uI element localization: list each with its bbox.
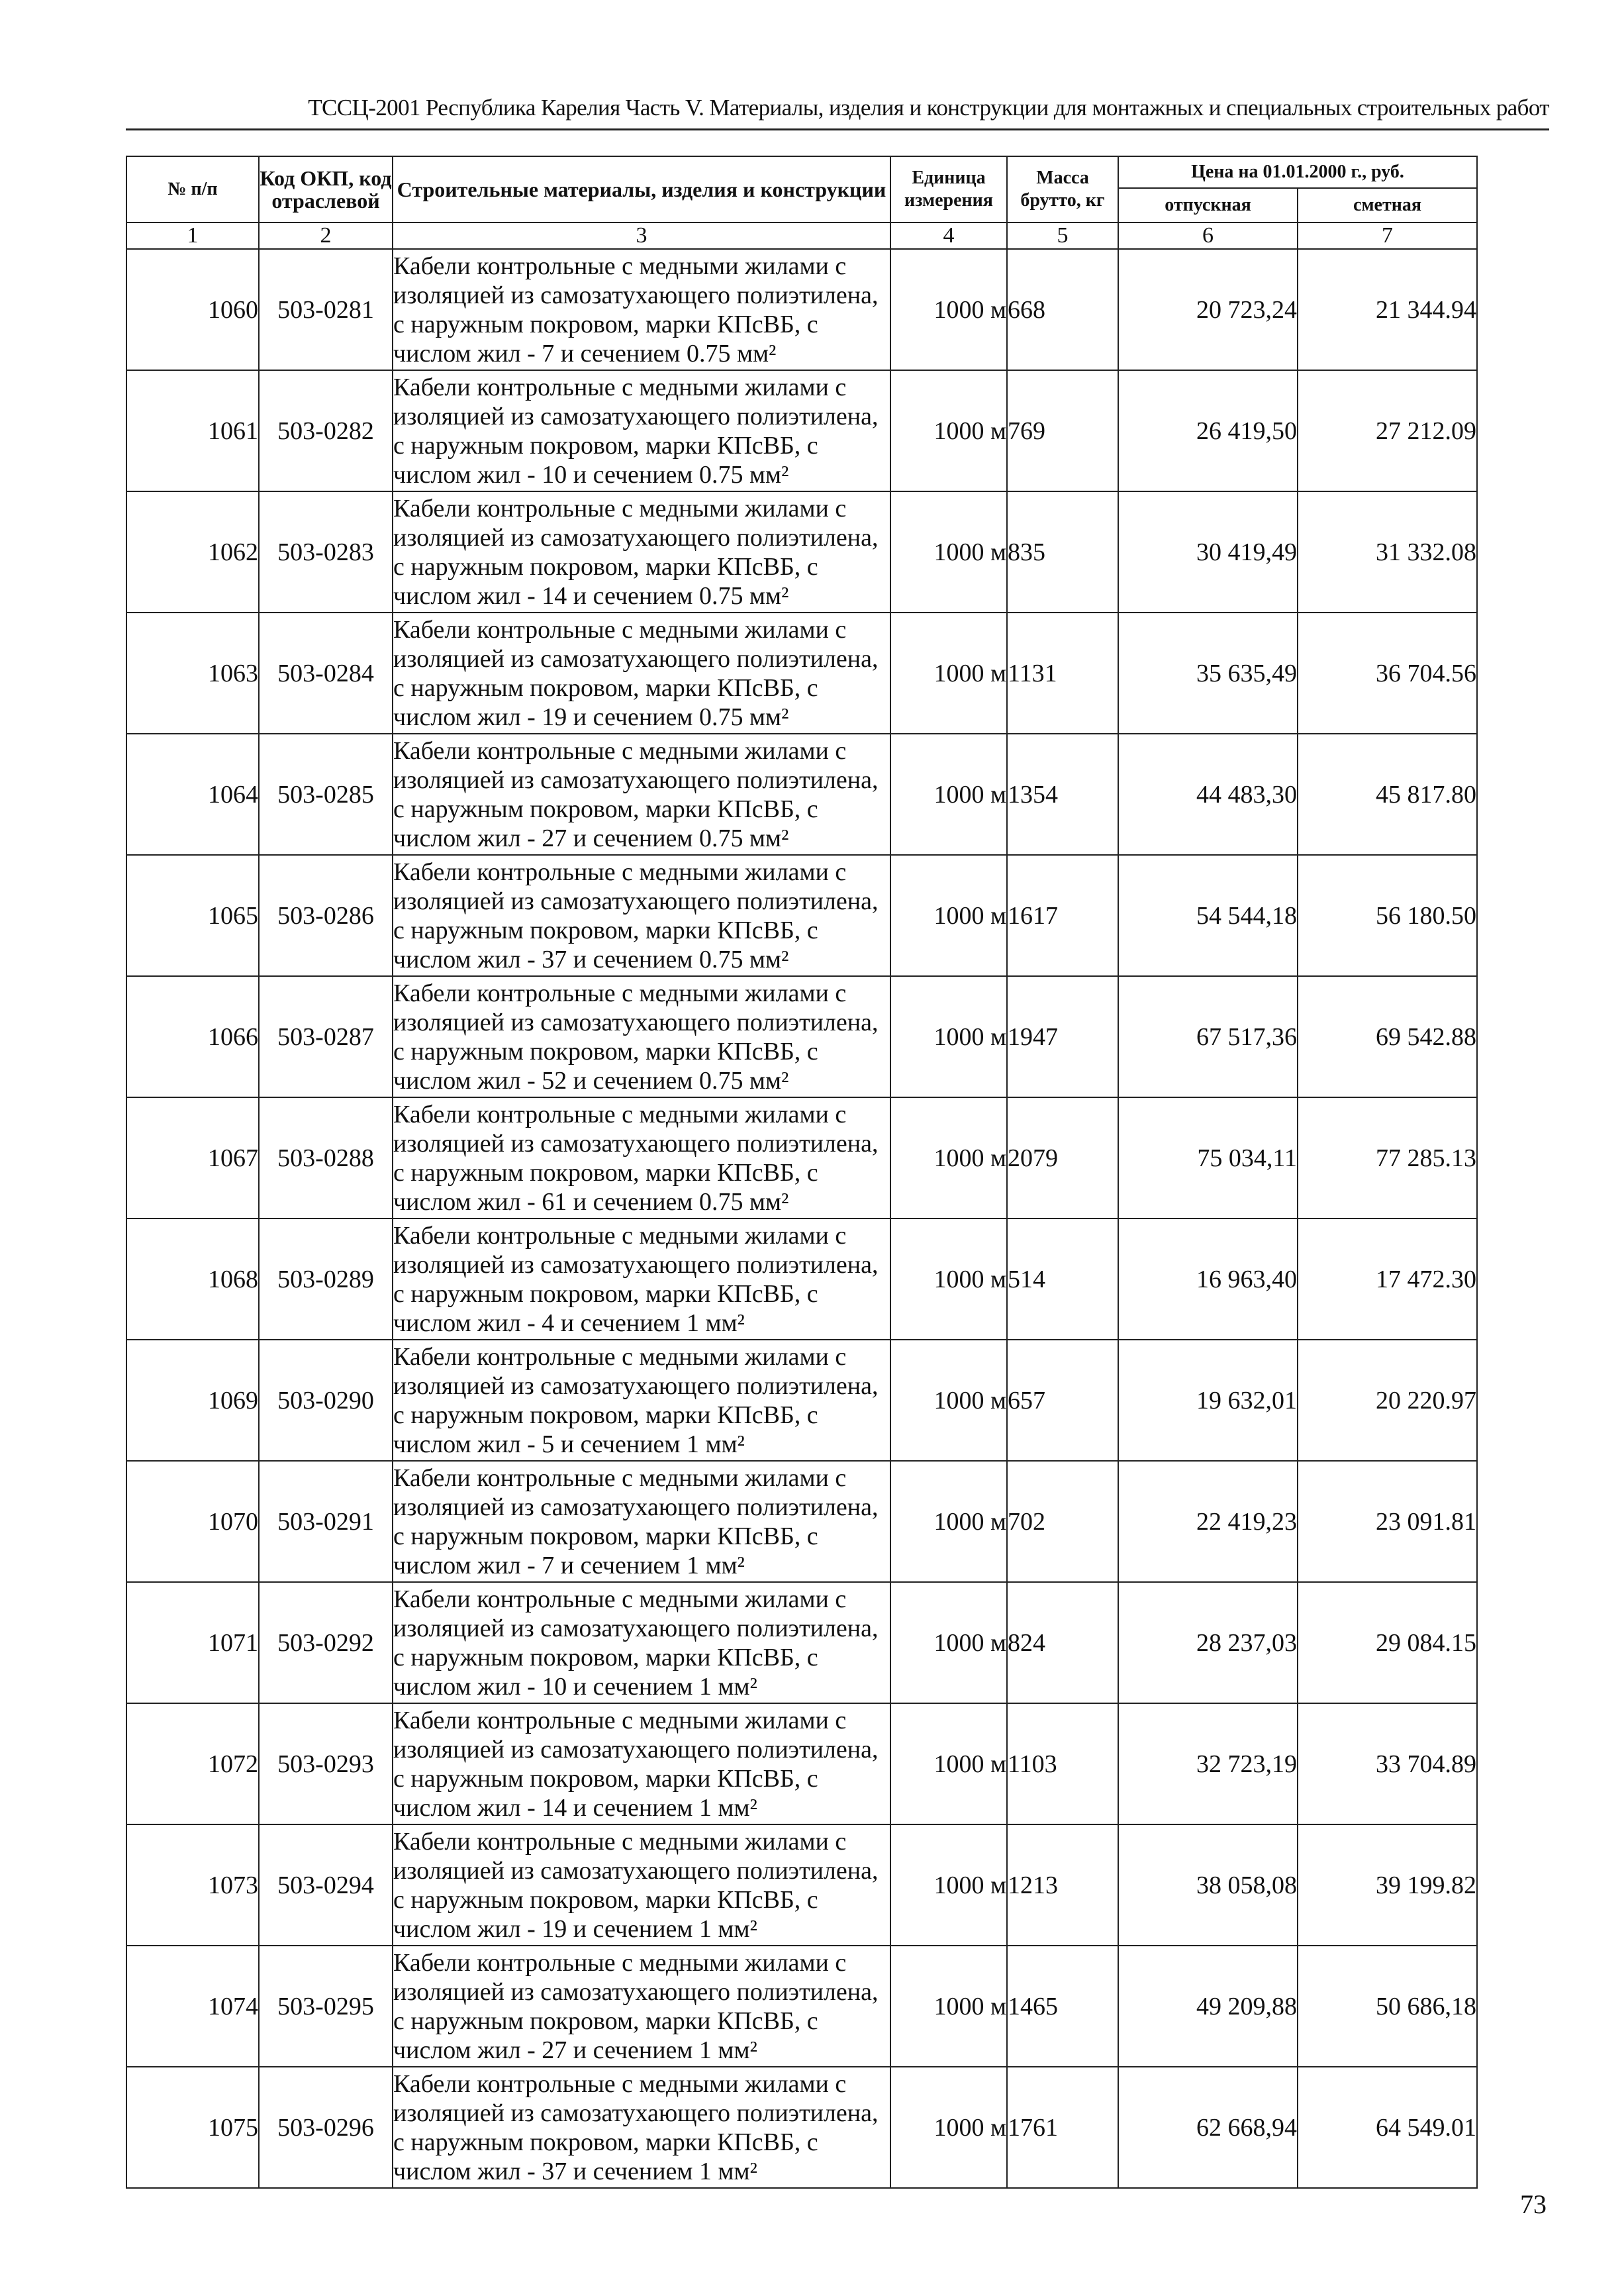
gross-mass: 1617: [1007, 855, 1118, 976]
row-number: 1075: [126, 2067, 259, 2188]
column-number: 1: [126, 223, 259, 249]
table-row: [126, 491, 1477, 613]
unit-of-measure: 1000 м: [890, 1340, 1007, 1461]
unit-of-measure: 1000 м: [890, 734, 1007, 855]
okp-code: 503-0296: [259, 2067, 393, 2188]
gross-mass: 1213: [1007, 1824, 1118, 1946]
price-estimate: 77 285.13: [1298, 1097, 1477, 1218]
price-release: 20 723,24: [1118, 249, 1298, 370]
material-description: Кабели контрольные с медными жилами с изоляцией из самозатухающего полиэтилена, с наружным покровом, марки КПсВБ, с числом жил - 52 и сечением 0.75 мм²: [393, 976, 890, 1097]
price-table: [126, 156, 1478, 2189]
material-description: Кабели контрольные с медными жилами с изоляцией из самозатухающего полиэтилена, с наружным покровом, марки КПсВБ, с числом жил - 7 и сечением 1 мм²: [393, 1461, 890, 1582]
col-header-material: Строительные материалы, изделия и конструкции: [393, 156, 890, 223]
material-description: Кабели контрольные с медными жилами с изоляцией из самозатухающего полиэтилена, с наружным покровом, марки КПсВБ, с числом жил - 7 и сечением 0.75 мм²: [393, 249, 890, 370]
row-number: 1067: [126, 1097, 259, 1218]
material-description: Кабели контрольные с медными жилами с изоляцией из самозатухающего полиэтилена, с наружным покровом, марки КПсВБ, с числом жил - 19 и сечением 1 мм²: [393, 1824, 890, 1946]
table-row: [126, 855, 1477, 976]
gross-mass: 1465: [1007, 1946, 1118, 2067]
material-description: Кабели контрольные с медными жилами с изоляцией из самозатухающего полиэтилена, с наружным покровом, марки КПсВБ, с числом жил - 37 и сечением 1 мм²: [393, 2067, 890, 2188]
okp-code: 503-0289: [259, 1218, 393, 1340]
row-number: 1069: [126, 1340, 259, 1461]
okp-code: 503-0295: [259, 1946, 393, 2067]
okp-code: 503-0290: [259, 1340, 393, 1461]
price-estimate: 33 704.89: [1298, 1703, 1477, 1824]
price-release: 38 058,08: [1118, 1824, 1298, 1946]
gross-mass: 1947: [1007, 976, 1118, 1097]
okp-code: 503-0287: [259, 976, 393, 1097]
col-header-code: Код ОКП, код отраслевой: [259, 156, 393, 223]
okp-code: 503-0281: [259, 249, 393, 370]
material-description: Кабели контрольные с медными жилами с изоляцией из самозатухающего полиэтилена, с наружным покровом, марки КПсВБ, с числом жил - 4 и сечением 1 мм²: [393, 1218, 890, 1340]
price-estimate: 50 686,18: [1298, 1946, 1477, 2067]
row-number: 1060: [126, 249, 259, 370]
table-row: [126, 1703, 1477, 1824]
price-release: 35 635,49: [1118, 613, 1298, 734]
running-header: ТССЦ-2001 Республика Карелия Часть V. Материалы, изделия и конструкции для монтажных и специальных строительных работ: [126, 87, 1549, 130]
price-release: 75 034,11: [1118, 1097, 1298, 1218]
table-body: [126, 249, 1477, 2188]
row-number: 1065: [126, 855, 259, 976]
row-number: 1061: [126, 370, 259, 491]
gross-mass: 1761: [1007, 2067, 1118, 2188]
row-number: 1071: [126, 1582, 259, 1703]
price-estimate: 21 344.94: [1298, 249, 1477, 370]
material-description: Кабели контрольные с медными жилами с изоляцией из самозатухающего полиэтилена, с наружным покровом, марки КПсВБ, с числом жил - 10 и сечением 1 мм²: [393, 1582, 890, 1703]
unit-of-measure: 1000 м: [890, 1461, 1007, 1582]
gross-mass: 668: [1007, 249, 1118, 370]
table-row: [126, 370, 1477, 491]
col-header-unit: Единица измерения: [890, 156, 1007, 223]
price-release: 32 723,19: [1118, 1703, 1298, 1824]
okp-code: 503-0288: [259, 1097, 393, 1218]
table-row: [126, 1097, 1477, 1218]
gross-mass: 2079: [1007, 1097, 1118, 1218]
col-header-price-estimate: сметная: [1298, 188, 1477, 223]
okp-code: 503-0285: [259, 734, 393, 855]
material-description: Кабели контрольные с медными жилами с изоляцией из самозатухающего полиэтилена, с наружным покровом, марки КПсВБ, с числом жил - 61 и сечением 0.75 мм²: [393, 1097, 890, 1218]
col-header-no: № п/п: [126, 156, 259, 223]
col-header-price-release: отпускная: [1118, 188, 1298, 223]
price-release: 28 237,03: [1118, 1582, 1298, 1703]
gross-mass: 657: [1007, 1340, 1118, 1461]
unit-of-measure: 1000 м: [890, 1218, 1007, 1340]
price-estimate: 23 091.81: [1298, 1461, 1477, 1582]
okp-code: 503-0284: [259, 613, 393, 734]
material-description: Кабели контрольные с медными жилами с изоляцией из самозатухающего полиэтилена, с наружным покровом, марки КПсВБ, с числом жил - 14 и сечением 1 мм²: [393, 1703, 890, 1824]
col-header-mass: Масса брутто, кг: [1007, 156, 1118, 223]
material-description: Кабели контрольные с медными жилами с изоляцией из самозатухающего полиэтилена, с наружным покровом, марки КПсВБ, с числом жил - 27 и сечением 0.75 мм²: [393, 734, 890, 855]
okp-code: 503-0293: [259, 1703, 393, 1824]
price-table-container: [126, 156, 1476, 2189]
price-release: 22 419,23: [1118, 1461, 1298, 1582]
price-release: 44 483,30: [1118, 734, 1298, 855]
col-header-price-group: Цена на 01.01.2000 г., руб.: [1118, 156, 1477, 188]
row-number: 1066: [126, 976, 259, 1097]
material-description: Кабели контрольные с медными жилами с изоляцией из самозатухающего полиэтилена, с наружным покровом, марки КПсВБ, с числом жил - 19 и сечением 0.75 мм²: [393, 613, 890, 734]
price-estimate: 17 472.30: [1298, 1218, 1477, 1340]
unit-of-measure: 1000 м: [890, 1703, 1007, 1824]
table-row: [126, 976, 1477, 1097]
unit-of-measure: 1000 м: [890, 855, 1007, 976]
gross-mass: 1131: [1007, 613, 1118, 734]
table-row: [126, 1824, 1477, 1946]
okp-code: 503-0294: [259, 1824, 393, 1946]
price-estimate: 31 332.08: [1298, 491, 1477, 613]
material-description: Кабели контрольные с медными жилами с изоляцией из самозатухающего полиэтилена, с наружным покровом, марки КПсВБ, с числом жил - 5 и сечением 1 мм²: [393, 1340, 890, 1461]
unit-of-measure: 1000 м: [890, 249, 1007, 370]
okp-code: 503-0286: [259, 855, 393, 976]
material-description: Кабели контрольные с медными жилами с изоляцией из самозатухающего полиэтилена, с наружным покровом, марки КПсВБ, с числом жил - 10 и сечением 0.75 мм²: [393, 370, 890, 491]
price-estimate: 39 199.82: [1298, 1824, 1477, 1946]
price-estimate: 20 220.97: [1298, 1340, 1477, 1461]
unit-of-measure: 1000 м: [890, 1582, 1007, 1703]
price-estimate: 29 084.15: [1298, 1582, 1477, 1703]
gross-mass: 769: [1007, 370, 1118, 491]
price-release: 54 544,18: [1118, 855, 1298, 976]
row-number: 1064: [126, 734, 259, 855]
unit-of-measure: 1000 м: [890, 370, 1007, 491]
header-row-1: [126, 156, 1477, 188]
column-number: 3: [393, 223, 890, 249]
unit-of-measure: 1000 м: [890, 1097, 1007, 1218]
unit-of-measure: 1000 м: [890, 1824, 1007, 1946]
table-row: [126, 613, 1477, 734]
material-description: Кабели контрольные с медными жилами с изоляцией из самозатухающего полиэтилена, с наружным покровом, марки КПсВБ, с числом жил - 37 и сечением 0.75 мм²: [393, 855, 890, 976]
price-estimate: 27 212.09: [1298, 370, 1477, 491]
okp-code: 503-0283: [259, 491, 393, 613]
unit-of-measure: 1000 м: [890, 491, 1007, 613]
price-estimate: 69 542.88: [1298, 976, 1477, 1097]
gross-mass: 1103: [1007, 1703, 1118, 1824]
gross-mass: 824: [1007, 1582, 1118, 1703]
row-number: 1068: [126, 1218, 259, 1340]
column-number: 4: [890, 223, 1007, 249]
price-release: 67 517,36: [1118, 976, 1298, 1097]
price-release: 16 963,40: [1118, 1218, 1298, 1340]
material-description: Кабели контрольные с медными жилами с изоляцией из самозатухающего полиэтилена, с наружным покровом, марки КПсВБ, с числом жил - 14 и сечением 0.75 мм²: [393, 491, 890, 613]
price-estimate: 64 549.01: [1298, 2067, 1477, 2188]
okp-code: 503-0282: [259, 370, 393, 491]
unit-of-measure: 1000 м: [890, 613, 1007, 734]
table-row: [126, 1218, 1477, 1340]
okp-code: 503-0292: [259, 1582, 393, 1703]
table-row: [126, 1946, 1477, 2067]
price-estimate: 45 817.80: [1298, 734, 1477, 855]
unit-of-measure: 1000 м: [890, 976, 1007, 1097]
unit-of-measure: 1000 м: [890, 1946, 1007, 2067]
column-number: 7: [1298, 223, 1477, 249]
row-number: 1072: [126, 1703, 259, 1824]
column-number: 5: [1007, 223, 1118, 249]
price-release: 19 632,01: [1118, 1340, 1298, 1461]
price-release: 30 419,49: [1118, 491, 1298, 613]
column-numbers-row: [126, 223, 1477, 249]
gross-mass: 702: [1007, 1461, 1118, 1582]
okp-code: 503-0291: [259, 1461, 393, 1582]
gross-mass: 835: [1007, 491, 1118, 613]
material-description: Кабели контрольные с медными жилами с изоляцией из самозатухающего полиэтилена, с наружным покровом, марки КПсВБ, с числом жил - 27 и сечением 1 мм²: [393, 1946, 890, 2067]
row-number: 1070: [126, 1461, 259, 1582]
table-row: [126, 1582, 1477, 1703]
row-number: 1062: [126, 491, 259, 613]
column-number: 6: [1118, 223, 1298, 249]
price-estimate: 56 180.50: [1298, 855, 1477, 976]
page-number: 73: [1520, 2189, 1547, 2219]
table-row: [126, 1340, 1477, 1461]
table-row: [126, 2067, 1477, 2188]
row-number: 1074: [126, 1946, 259, 2067]
gross-mass: 514: [1007, 1218, 1118, 1340]
price-release: 49 209,88: [1118, 1946, 1298, 2067]
price-estimate: 36 704.56: [1298, 613, 1477, 734]
row-number: 1073: [126, 1824, 259, 1946]
table-row: [126, 734, 1477, 855]
table-row: [126, 1461, 1477, 1582]
gross-mass: 1354: [1007, 734, 1118, 855]
price-release: 62 668,94: [1118, 2067, 1298, 2188]
unit-of-measure: 1000 м: [890, 2067, 1007, 2188]
row-number: 1063: [126, 613, 259, 734]
table-row: [126, 249, 1477, 370]
column-number: 2: [259, 223, 393, 249]
price-release: 26 419,50: [1118, 370, 1298, 491]
